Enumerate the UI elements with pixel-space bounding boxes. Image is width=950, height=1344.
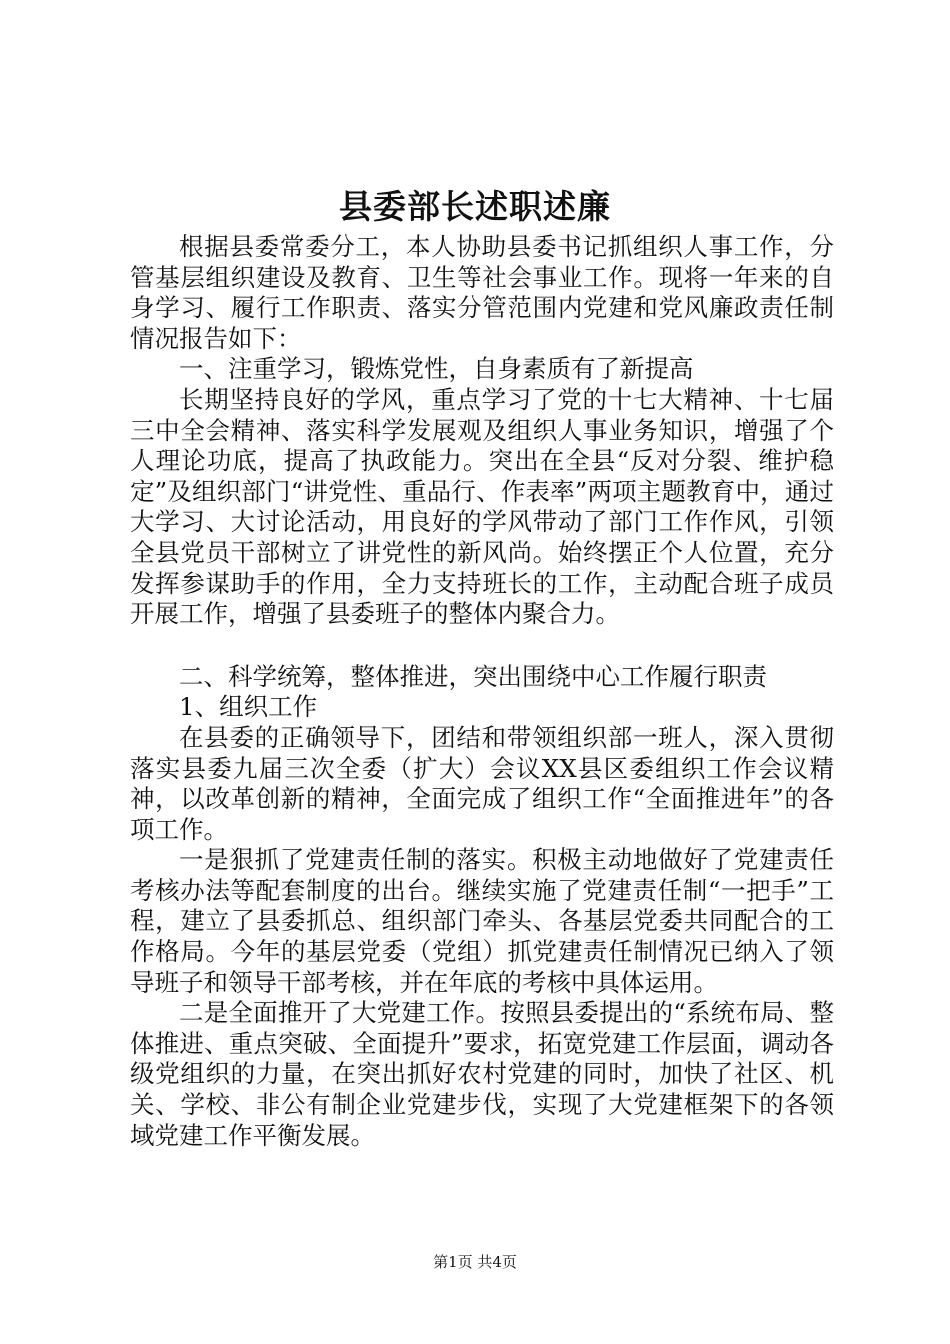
subsection-heading-organization: 1、组织工作: [179, 692, 318, 722]
point-one-paragraph: 一是狠抓了党建责任制的落实。积极主动地做好了党建责任考核办法等配套制度的出台。继续实施了党建责任制“一把手”工程，建立了县委抓总、组织部门牵头、各基层党委共同配合的工作格局。今年的基层党委（党组）抓党建责任制情况已纳入了领导班子和领导干部考核，并在年底的考核中具体运用。: [130, 845, 834, 997]
document-title: 县委部长述职述廉: [339, 187, 611, 226]
page-footer: 第1页 共4页: [433, 1253, 517, 1271]
intro-paragraph: 根据县委常委分工，本人协助县委书记抓组织人事工作，分管基层组织建设及教育、卫生等社会事业工作。现将一年来的自身学习、履行工作职责、落实分管范围内党建和党风廉政责任制情况报告如下：: [130, 232, 834, 353]
point-two-paragraph: 二是全面推开了大党建工作。按照县委提出的“系统布局、整体推进、重点突破、全面提升”要求，拓宽党建工作层面，调动各级党组织的力量，在突出抓好农村党建的同时，加快了社区、机关、学校、非公有制企业党建步伐，实现了大党建框架下的各领域党建工作平衡发展。: [130, 998, 834, 1150]
document-body: [130, 232, 834, 1151]
organization-paragraph: 在县委的正确领导下，团结和带领组织部一班人，深入贯彻落实县委九届三次全委（扩大）会议XX县区委组织工作会议精神，以改革创新的精神，全面完成了组织工作“全面推进年”的各项工作。: [130, 722, 834, 844]
section-heading-2: 二、科学统筹，整体推进，突出围绕中心工作履行职责: [179, 661, 767, 691]
section-1-paragraph: 长期坚持良好的学风，重点学习了党的十七大精神、十七届三中全会精神、落实科学发展观及组织人事业务知识，增强了个人理论功底，提高了执政能力。突出在全县“反对分裂、维护稳定”及组织部门“讲党性、重品行、作表率”两项主题教育中，通过大学习、大讨论活动，用良好的学风带动了部门工作作风，引领全县党员干部树立了讲党性的新风尚。始终摆正个人位置，充分发挥参谋助手的作用，全力支持班长的工作，主动配合班子成员开展工作，增强了县委班子的整体内聚合力。: [130, 384, 834, 629]
section-heading-1: 一、注重学习，锻炼党性，自身素质有了新提高: [179, 354, 694, 384]
